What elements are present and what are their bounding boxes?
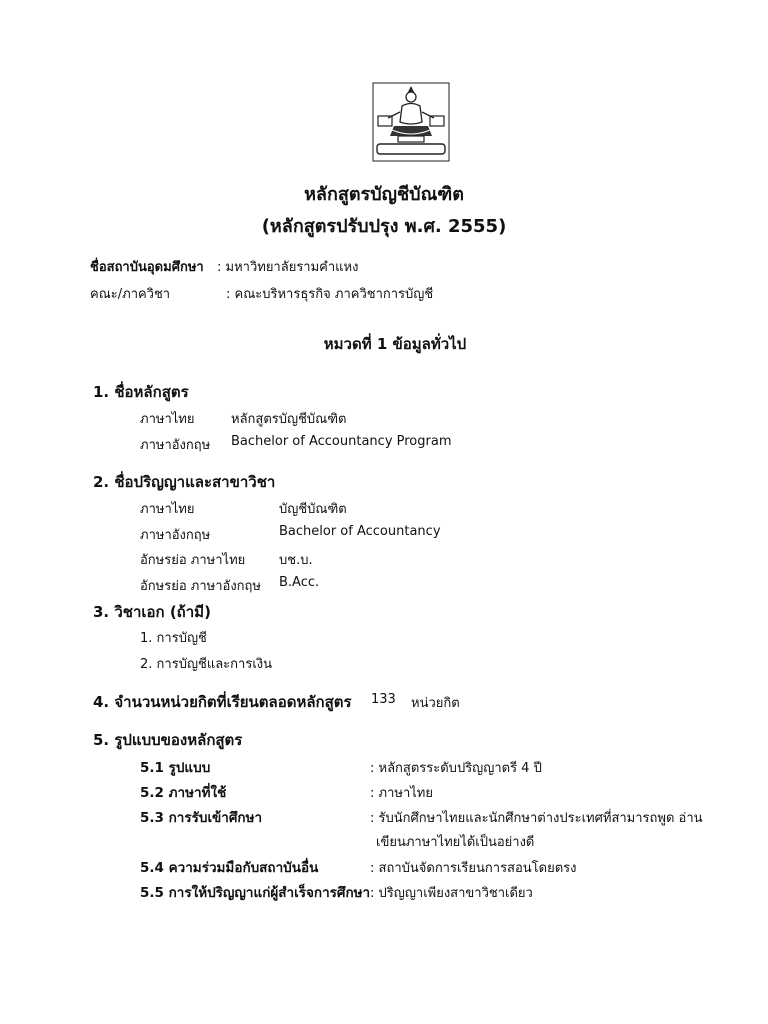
item3-heading: 3. วิชาเอก (ถ้ามี) — [93, 603, 211, 621]
major-item: 2. การบัญชีและการเงิน — [140, 657, 272, 672]
item1-heading: 1. ชื่อหลักสูตร — [93, 383, 189, 401]
university-seal — [372, 82, 450, 162]
item1-thai-label: ภาษาไทย — [140, 412, 195, 427]
item4-heading: 4. จำนวนหน่วยกิตที่เรียนตลอดหลักสูตร — [93, 693, 352, 711]
format-row-label: 5.5 การให้ปริญญาแก่ผู้สำเร็จการศึกษา — [140, 885, 371, 901]
item2-heading: 2. ชื่อปริญญาและสาขาวิชา — [93, 473, 276, 491]
format-row-value: : ปริญญาเพียงสาขาวิชาเดียว — [370, 886, 533, 901]
credits-unit: หน่วยกิต — [411, 696, 460, 711]
format-row-label: 5.4 ความร่วมมือกับสถาบันอื่น — [140, 860, 319, 876]
format-row-value-continued: เขียนภาษาไทยได้เป็นอย่างดี — [376, 835, 535, 850]
format-row-value: : สถาบันจัดการเรียนการสอนโดยตรง — [370, 861, 577, 876]
format-row-value: : หลักสูตรระดับปริญญาตรี 4 ปี — [370, 761, 542, 776]
document-title: หลักสูตรบัญชีบัณฑิต — [304, 184, 464, 205]
format-row-value: : รับนักศึกษาไทยและนักศึกษาต่างประเทศที่สามารถพูด อ่าน — [370, 811, 703, 826]
format-row-label: 5.3 การรับเข้าศึกษา — [140, 810, 263, 826]
item1-eng-value: Bachelor of Accountancy Program — [231, 434, 452, 449]
institution-label: ชื่อสถาบันอุดมศึกษา — [90, 260, 204, 275]
item2-abbr-eng-value: B.Acc. — [279, 575, 320, 590]
item1-thai-value: หลักสูตรบัญชีบัณฑิต — [231, 412, 347, 427]
item2-thai-value: บัญชีบัณฑิต — [279, 502, 347, 517]
section-title: หมวดที่ 1 ข้อมูลทั่วไป — [323, 335, 467, 353]
faculty-label: คณะ/ภาควิชา — [90, 287, 171, 302]
format-row-label: 5.1 รูปแบบ — [140, 760, 211, 776]
major-item: 1. การบัญชี — [140, 631, 207, 646]
item2-abbr-thai-value: บช.บ. — [279, 553, 313, 568]
item2-eng-value: Bachelor of Accountancy — [279, 524, 441, 539]
item5-heading: 5. รูปแบบของหลักสูตร — [93, 731, 243, 749]
item2-eng-label: ภาษาอังกฤษ — [140, 528, 211, 543]
faculty-value: : คณะบริหารธุรกิจ ภาควิชาการบัญชี — [226, 287, 434, 302]
item2-abbr-eng-label: อักษรย่อ ภาษาอังกฤษ — [140, 579, 261, 594]
institution-value: : มหาวิทยาลัยรามคำแหง — [217, 260, 359, 275]
item1-eng-label: ภาษาอังกฤษ — [140, 438, 211, 453]
item2-abbr-thai-label: อักษรย่อ ภาษาไทย — [140, 553, 246, 568]
format-row-value: : ภาษาไทย — [370, 786, 433, 801]
document-subtitle: (หลักสูตรปรับปรุง พ.ศ. 2555) — [261, 216, 507, 237]
seal-emblem-icon — [372, 82, 450, 162]
item2-thai-label: ภาษาไทย — [140, 502, 195, 517]
format-row-label: 5.2 ภาษาที่ใช้ — [140, 785, 227, 801]
credits-value: 133 — [371, 692, 396, 707]
